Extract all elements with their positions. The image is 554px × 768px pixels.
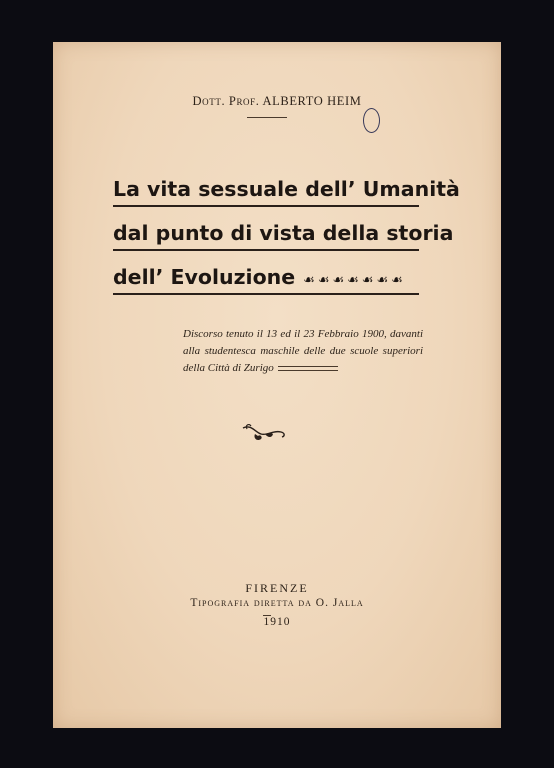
title-line-1: La vita sessuale dell’ Umanità — [113, 174, 419, 207]
discorso-rule — [278, 366, 338, 371]
handwritten-mark — [363, 108, 380, 133]
imprint-city: FIRENZE — [245, 581, 309, 595]
title-line-3-text: dell’ Evoluzione — [113, 265, 296, 289]
title-page — [53, 42, 501, 728]
author-line: Dott. Prof. ALBERTO HEIM — [192, 94, 362, 108]
fleuron-icon — [241, 422, 287, 444]
imprint-printer: Tipografia diretta da O. Jalla — [190, 597, 364, 609]
title-line-2: dal punto di vista della storia — [113, 218, 419, 251]
imprint-year: 1910 — [263, 616, 291, 628]
author-divider — [247, 117, 287, 118]
ornament-row: ☙☙☙☙☙☙☙ — [303, 273, 406, 288]
discorso-text: Discorso tenuto il 13 ed il 23 Febbraio 1900, davanti alla studentesca maschile delle due scuole superiori della Città di Zurigo — [183, 328, 423, 374]
title-line-3 — [113, 262, 419, 295]
discorso-note — [183, 326, 423, 377]
